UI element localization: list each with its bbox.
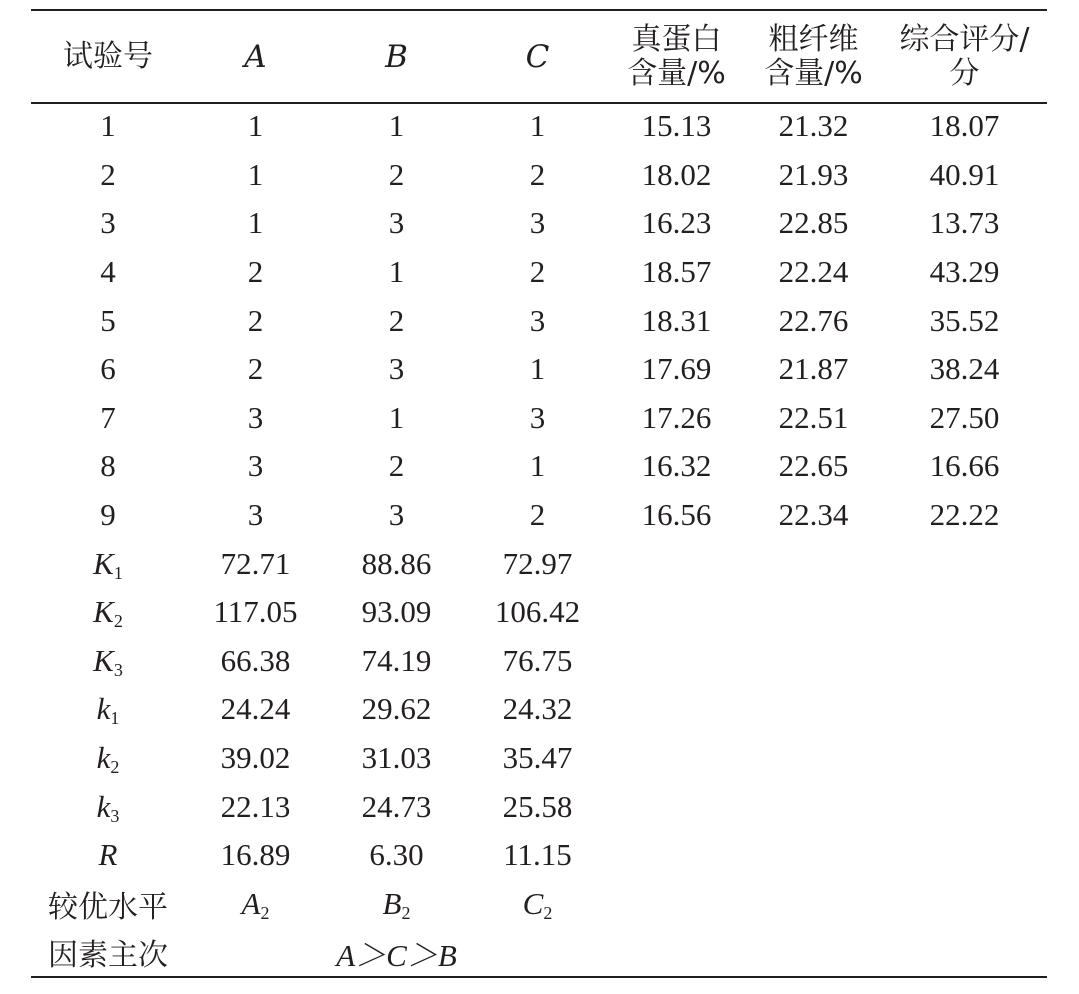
stat-label: $K_3$: [93, 642, 123, 680]
cell-protein: 17.69: [641, 351, 712, 387]
cell-c: 2: [529, 254, 546, 290]
stat-a: 117.05: [213, 594, 298, 630]
header-trial: 试验号: [63, 38, 153, 74]
stat-a: 72.71: [220, 545, 291, 581]
cell-a: 3: [247, 448, 264, 484]
cell-protein: 16.32: [641, 448, 712, 484]
stat-b: 88.86: [361, 545, 432, 581]
cell-a: 3: [247, 497, 264, 533]
cell-b: 2: [388, 302, 405, 338]
cell-a: 3: [247, 399, 264, 435]
cell-a: 1: [247, 205, 264, 241]
stat-c: 35.47: [502, 740, 573, 776]
stat-row: [31, 831, 1047, 880]
cell-fiber: 22.34: [778, 497, 849, 533]
cell-c: 3: [529, 302, 546, 338]
cell-score: 13.73: [929, 205, 1000, 241]
cell-fiber: 21.32: [778, 108, 849, 144]
stat-c: 72.97: [502, 545, 573, 581]
table-row: [31, 345, 1047, 394]
stat-b: 6.30: [369, 837, 424, 873]
cell-a: 2: [247, 351, 264, 387]
stat-b: 29.62: [361, 691, 432, 727]
stat-label: $K_1$: [93, 545, 123, 583]
table-row: [31, 394, 1047, 443]
cell-a: 2: [247, 302, 264, 338]
table-row: [31, 248, 1047, 297]
orthogonal-test-table: [31, 11, 1047, 977]
stat-c: 24.32: [502, 691, 573, 727]
table-row: [31, 442, 1047, 491]
cell-score: 38.24: [929, 351, 1000, 387]
stat-row: [31, 637, 1047, 686]
stat-row: [31, 734, 1047, 783]
table-body: [31, 102, 1047, 977]
header-score: [882, 11, 1047, 102]
header-score-line2: 分: [949, 55, 980, 91]
stat-a: 39.02: [220, 740, 291, 776]
stat-row: [31, 782, 1047, 831]
cell-fiber: 21.87: [778, 351, 849, 387]
stat-a: 66.38: [220, 642, 291, 678]
cell-a: 1: [247, 156, 264, 192]
header-score-line1: 综合评分/: [899, 21, 1030, 57]
cell-trial: 8: [100, 448, 116, 484]
cell-trial: 9: [100, 497, 116, 533]
factor-order-row: [31, 928, 1047, 977]
cell-c: 1: [529, 351, 546, 387]
cell-trial: 4: [100, 254, 116, 290]
cell-fiber: 22.65: [778, 448, 849, 484]
cell-b: 1: [388, 254, 405, 290]
optimal-level-label: 较优水平: [48, 889, 168, 925]
cell-fiber: 21.93: [778, 156, 849, 192]
cell-protein: 15.13: [641, 108, 712, 144]
cell-score: 43.29: [929, 254, 1000, 290]
cell-score: 40.91: [929, 156, 1000, 192]
cell-c: 1: [529, 108, 546, 144]
stat-label: $k_2$: [96, 740, 120, 778]
cell-c: 3: [529, 399, 546, 435]
header-protein: [608, 11, 745, 102]
stat-a: 22.13: [220, 788, 291, 824]
table-row: [31, 491, 1047, 540]
stat-c: 106.42: [494, 594, 581, 630]
cell-a: 2: [247, 254, 264, 290]
cell-fiber: 22.24: [778, 254, 849, 290]
stat-label: $K_2$: [93, 594, 123, 632]
optimal-level-row: [31, 880, 1047, 929]
cell-protein: 18.02: [641, 156, 712, 192]
stat-b: 31.03: [361, 740, 432, 776]
stat-label: $k_3$: [96, 788, 120, 826]
cell-fiber: 22.85: [778, 205, 849, 241]
cell-trial: 1: [100, 108, 116, 144]
stat-a: 24.24: [220, 691, 291, 727]
header-factor-c: C: [525, 38, 550, 75]
optimal-a: $A_2$: [241, 885, 270, 923]
stat-b: 93.09: [361, 594, 432, 630]
cell-protein: 18.57: [641, 254, 712, 290]
cell-a: 1: [247, 108, 264, 144]
stat-row: [31, 539, 1047, 588]
header-factor-b: B: [385, 38, 408, 75]
table-row: [31, 296, 1047, 345]
cell-trial: 3: [100, 205, 116, 241]
cell-protein: 16.56: [641, 497, 712, 533]
cell-b: 1: [388, 399, 405, 435]
cell-b: 2: [388, 448, 405, 484]
cell-score: 27.50: [929, 399, 1000, 435]
cell-fiber: 22.76: [778, 302, 849, 338]
header-factor-a: A: [244, 38, 267, 75]
stat-row: [31, 685, 1047, 734]
stat-label: R: [98, 837, 118, 873]
cell-b: 3: [388, 497, 405, 533]
cell-score: 22.22: [929, 497, 1000, 533]
cell-b: 1: [388, 108, 405, 144]
header-fiber: [745, 11, 882, 102]
table-row: [31, 151, 1047, 200]
stat-c: 76.75: [502, 642, 573, 678]
factor-order-label: 因素主次: [48, 938, 168, 974]
cell-protein: 16.23: [641, 205, 712, 241]
stat-row: [31, 588, 1047, 637]
table-row: [31, 199, 1047, 248]
cell-c: 3: [529, 205, 546, 241]
cell-c: 2: [529, 497, 546, 533]
stat-c: 25.58: [502, 788, 573, 824]
cell-c: 2: [529, 156, 546, 192]
cell-trial: 6: [100, 351, 116, 387]
cell-b: 3: [388, 351, 405, 387]
cell-score: 35.52: [929, 302, 1000, 338]
cell-protein: 18.31: [641, 302, 712, 338]
stat-b: 24.73: [361, 788, 432, 824]
cell-trial: 5: [100, 302, 116, 338]
header-fiber-line2: 含量/%: [764, 55, 863, 91]
cell-b: 2: [388, 156, 405, 192]
cell-c: 1: [529, 448, 546, 484]
stat-b: 74.19: [361, 642, 432, 678]
cell-fiber: 22.51: [778, 399, 849, 435]
stat-label: $k_1$: [96, 691, 120, 729]
optimal-b: $B_2$: [382, 885, 411, 923]
stat-c: 11.15: [503, 837, 572, 873]
header-row: [31, 11, 1047, 102]
cell-score: 16.66: [929, 448, 1000, 484]
header-fiber-line1: 粗纤维: [768, 21, 859, 57]
header-protein-line2: 含量/%: [627, 55, 726, 91]
cell-b: 3: [388, 205, 405, 241]
cell-protein: 17.26: [641, 399, 712, 435]
optimal-c: $C_2$: [522, 885, 553, 923]
table-row: [31, 102, 1047, 151]
cell-score: 18.07: [929, 108, 1000, 144]
factor-order-value: A＞C＞B: [336, 937, 457, 973]
stat-a: 16.89: [220, 837, 291, 873]
cell-trial: 7: [100, 399, 116, 435]
header-protein-line1: 真蛋白: [631, 21, 722, 57]
cell-trial: 2: [100, 156, 116, 192]
